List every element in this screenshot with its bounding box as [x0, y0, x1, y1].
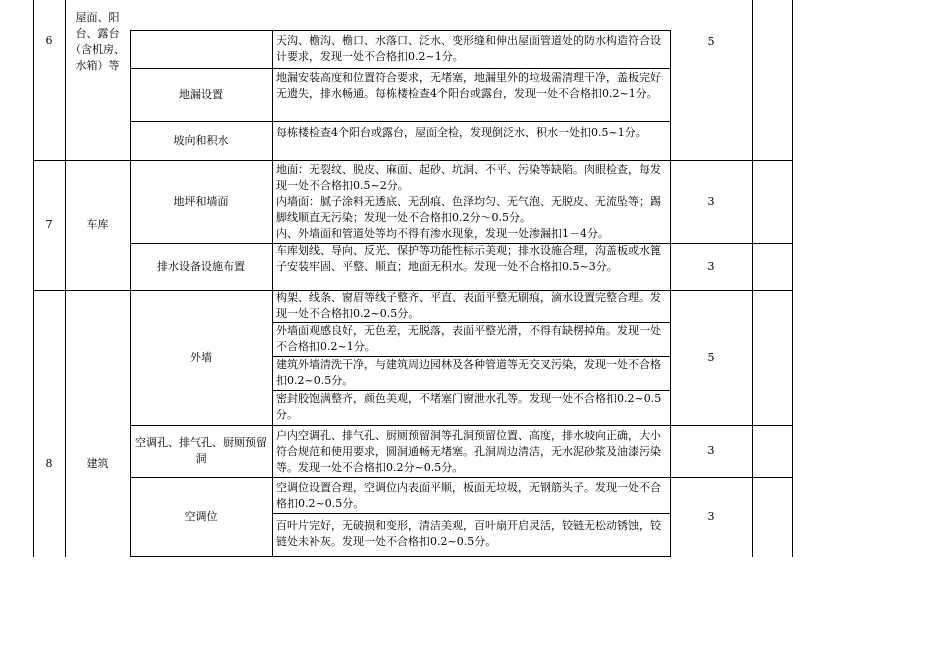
table-border — [272, 513, 670, 514]
score-cell: 3 — [707, 444, 715, 457]
row-number: 8 — [45, 457, 53, 470]
criteria-cell: 户内空调孔、排气孔、厨厕预留洞等孔洞预留位置、高度，排水坡向正确，大小符合规范和使用要求，圆洞通畅无堵塞。孔洞周边清洁，无水泥砂浆及油漆污染等。发现一处不合格扣0.2分~0.5分。 — [276, 429, 661, 474]
item-name-cell: 空调位 — [184, 509, 218, 523]
criteria-cell: 百叶片完好，无破损和变形，清洁美观，百叶扇开启灵活，铰链无松动锈蚀，铰链处未补灰。发现一处不合格扣0.2~0.5分。 — [276, 519, 661, 548]
table-border — [752, 0, 753, 557]
score-cell: 3 — [707, 194, 715, 208]
score-cell: 3 — [707, 509, 715, 523]
table-border — [130, 30, 670, 31]
table-border — [792, 0, 793, 557]
criteria-cell: 内、外墙面和管道处等均不得有渗水现象，发现一处渗漏扣1－4分。 — [276, 227, 609, 240]
criteria-cell: 密封胶饱满整齐，颜色美观，不堵塞门窗泄水孔等。发现一处不合格扣0.2~0.5分。 — [276, 392, 662, 421]
row-number: 6 — [45, 34, 53, 47]
item-name-cell: 地坪和墙面 — [173, 194, 229, 208]
criteria-cell: 外墙面观感良好，无色差，无脱落，表面平整光滑，不得有缺楞掉角。发现一处不合格扣0.2~1分。 — [276, 324, 661, 353]
criteria-cell: 建筑外墙清洗干净，与建筑周边园林及各种管道等无交叉污染，发现一处不合格扣0.2~0.5分。 — [276, 358, 661, 387]
criteria-cell: 车库划线、导向、反光、保护等功能性标示美观；排水设施合理，沟盖板或水篦子安装牢固、平整、顺直；地面无积水。发现一处不合格扣0.5~3分。 — [276, 244, 661, 273]
criteria-cell: 构架、线条、窗眉等线子整齐、平直、表面平整无刷痕，滴水设置完整合理。发现一处不合格扣0.2~0.5分。 — [276, 291, 661, 320]
item-name-cell: 排水设备设施布置 — [157, 259, 245, 273]
criteria-cell: 地漏安装高度和位置符合要求，无堵塞，地漏里外的垃圾需清理干净，盖板完好无遗失，排水畅通。每栋楼检查4个阳台或露台，发现一处不合格扣0.2~1分。 — [276, 71, 661, 100]
criteria-cell: 内墙面：腻子涂料无透底、无刮痕、色泽均匀、无气泡、无脱皮、无流坠等；踢脚线顺直无污染；发现一处不合格扣0.2分～0.5分。 — [276, 195, 661, 224]
item-name-cell: 坡向和积水 — [173, 133, 229, 147]
category-cell: 建筑 — [86, 457, 109, 470]
score-cell: 5 — [707, 35, 715, 48]
item-name-cell: 空调孔、排气孔、厨厕预留洞 — [135, 436, 267, 465]
score-cell: 3 — [707, 259, 715, 273]
criteria-cell: 空调位设置合理，空调位内表面平顺，板面无垃圾，无钢筋头子。发现一处不合格扣0.2~0.5分。 — [276, 481, 661, 510]
row-number: 7 — [45, 218, 53, 231]
category-cell: 屋面、阳台、露台（含机房、水箱）等 — [70, 11, 125, 72]
item-name-cell: 地漏设置 — [179, 87, 223, 101]
table-border — [130, 556, 670, 557]
score-cell: 5 — [707, 350, 715, 364]
item-name-cell: 外墙 — [190, 350, 212, 364]
criteria-cell: 地面：无裂纹、脱皮、麻面、起砂、坑洞、不平、污染等缺陷。肉眼检查，每发现一处不合格扣0.5~2分。 — [276, 163, 661, 192]
category-cell: 车库 — [86, 218, 109, 231]
criteria-cell: 每栋楼检查4个阳台或露台，屋面全检，发现倒泛水、积水一处扣0.5~1分。 — [276, 126, 647, 139]
criteria-cell: 天沟、檐沟、檐口、水落口、泛水、变形缝和伸出屋面管道处的防水构造符合设计要求，发现一处不合格扣0.2~1分。 — [276, 34, 661, 63]
